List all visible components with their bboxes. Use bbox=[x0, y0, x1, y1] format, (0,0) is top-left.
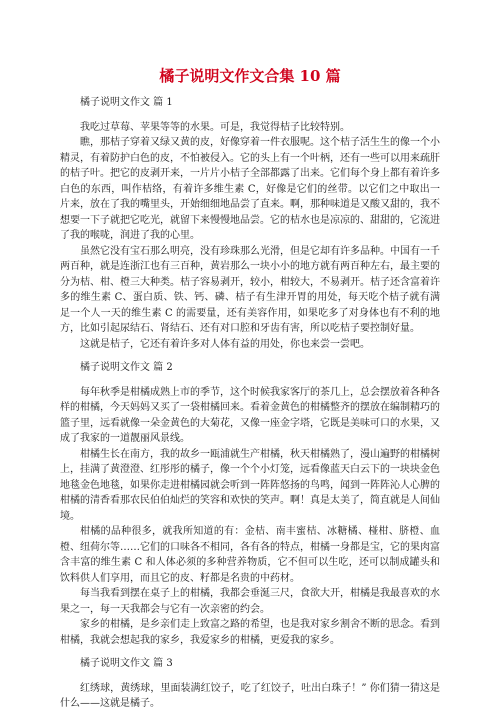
section-heading-1: 橘子说明文作文 篇 1 bbox=[80, 97, 173, 108]
paragraph: 每当我看到摆在桌子上的柑橘，我都会垂涎三尺，食欲大开，柑橘是我最喜欢的水果之一，每一天我都会与它有一次亲密的约会。 bbox=[60, 588, 440, 615]
document-title: 橘子说明文作文合集 10 篇 bbox=[159, 67, 341, 85]
section-heading-2: 橘子说明文作文 篇 2 bbox=[80, 362, 173, 373]
section-heading-3: 橘子说明文作文 篇 3 bbox=[80, 658, 173, 669]
paragraph: 柑橘生长在南方，我的故乡一瓯浦就生产柑橘，秋天柑橘熟了，漫山遍野的柑橘树上，挂满了黄澄澄、红彤彤的橘子，像一个个小灯笼，远看像蓝天白云下的一块块金色地毯金色地毯，如果你走进柑橘园就会听到一阵阵悠扬的鸟鸣，闻到一阵阵沁人心脾的柑橘的清香看那农民伯伯灿烂的笑容和欢快的笑声。啊！真是太美了，简直就是人间仙境。 bbox=[60, 448, 440, 522]
paragraph: 我吃过草莓、苹果等等的水果。可是，我觉得桔子比较特别。 bbox=[80, 121, 350, 133]
section-gap bbox=[60, 648, 440, 656]
paragraph: 每年秋季是柑橘成熟上市的季节，这个时候我家客厅的茶几上，总会摆放着各种各样的柑橘，今天妈妈又买了一袋柑橘回来。看着金黄色的柑橘整齐的摆放在编制精巧的篮子里，远看就像一朵金黄色的大菊花，又像一座金字塔，它既是美味可口的水果，又成了我家的一道靓丽风景线。 bbox=[60, 386, 440, 444]
paragraph: 这就是桔子，它还有着许多对人体有益的用处，你也来尝一尝吧。 bbox=[80, 338, 370, 350]
paragraph: 瞧，那桔子穿着又绿又黄的皮，好像穿着一件衣服呢。这个桔子活生生的像一个小精灵，有着防护白色的皮，不怕被侵入。它的头上有一个叶柄，还有一些可以用来疏肝的桔子叶。把它的皮剥开来，一片片小桔子全部都露了出来。它们每个身上都有着许多白色的东西，叫作桔络，有着许多维生素 C，好像是它们的丝带。以它们之中取出一片来，放在了我的嘴里头，开始细细地品尝了直来。啊，那种味道是又酸又甜的，我不想要一下子就把它吃光，就留下来慢慢地品尝。它的桔水也是凉凉的、甜甜的，它流进了我的喉咙，润进了我的心里。 bbox=[60, 137, 440, 241]
paragraph: 家乡的柑橘，是乡亲们走上致富之路的希望，也是我对家乡割舍不断的思念。看到柑橘，我就会想起我的家乡，我爱家乡的柑橘，更爱我的家乡。 bbox=[60, 619, 440, 646]
section-gap bbox=[60, 352, 440, 360]
paragraph: 柑橘的品种很多，就我所知道的有：金桔、南丰蜜桔、冰糖橘、椪柑、脐橙、血橙、纽荷尔等……它们的口味各不相同，各有各的特点，柑橘一身都是宝，它的果肉富含丰富的维生素 C 和人体必须的多种营养物质，它不但可以生吃，还可以制成罐头和饮料供人们享用，而且它的皮、籽都是名贵的中药材。 bbox=[60, 526, 440, 584]
paragraph: 虽然它没有宝石那么明亮，没有珍珠那么光滑，但是它却有许多品种。中国有一千两百种，就是连浙江也有三百种，黄岩那么一块小小的地方就有两百种左右，最主要的分为桔、柑、橙三大种类。桔子容易剥开，较小，柑较大，不易剥开。桔子还含富着许多的维生素 C、蛋白质、铁、钙、磷、桔子有生津开胃的用处，每天吃个桔子就有满足一个人一天的维生素 C 的需要量，还有美容作用，如果吃多了对身体也有不利的地方，比如引起尿结石、肾结石、还有对口腔和牙齿有害，所以吃桔子要控制好量。 bbox=[60, 245, 440, 334]
paragraph: 红绣球，黄绣球，里面装满红饺子，吃了红饺子，吐出白珠子！” 你们猜一猜这是什么——这就是橘子。 bbox=[60, 682, 440, 709]
